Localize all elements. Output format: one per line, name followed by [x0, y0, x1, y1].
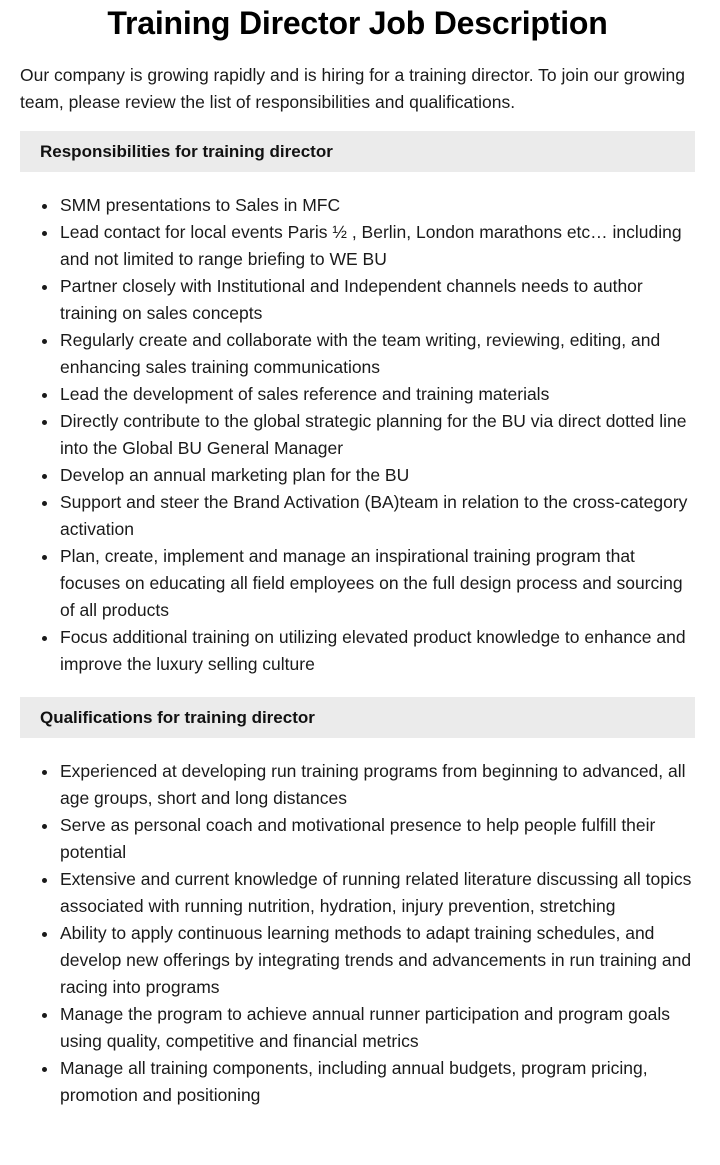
list-item: Ability to apply continuous learning methods to adapt training schedules, and develop new offerings by integrating trends and advancements in run training and racing into programs: [60, 920, 695, 1001]
list-item: Serve as personal coach and motivational presence to help people fulfill their potential: [60, 812, 695, 866]
list-item: Partner closely with Institutional and Independent channels needs to author training on sales concepts: [60, 273, 695, 327]
responsibilities-list: [20, 192, 695, 678]
list-item: Manage the program to achieve annual runner participation and program goals using quality, competitive and financial metrics: [60, 1001, 695, 1055]
list-item: Plan, create, implement and manage an inspirational training program that focuses on educating all field employees on the full design process and sourcing of all products: [60, 543, 695, 624]
list-item: Extensive and current knowledge of running related literature discussing all topics associated with running nutrition, hydration, injury prevention, stretching: [60, 866, 695, 920]
list-item: Manage all training components, including annual budgets, program pricing, promotion and positioning: [60, 1055, 695, 1109]
list-item: Directly contribute to the global strategic planning for the BU via direct dotted line into the Global BU General Manager: [60, 408, 695, 462]
responsibilities-heading: Responsibilities for training director: [20, 131, 695, 172]
list-item: Regularly create and collaborate with the team writing, reviewing, editing, and enhancing sales training communications: [60, 327, 695, 381]
list-item: Support and steer the Brand Activation (BA)team in relation to the cross-category activation: [60, 489, 695, 543]
list-item: Develop an annual marketing plan for the BU: [60, 462, 695, 489]
qualifications-list: [20, 758, 695, 1109]
list-item: Lead the development of sales reference and training materials: [60, 381, 695, 408]
list-item: Experienced at developing run training programs from beginning to advanced, all age groups, short and long distances: [60, 758, 695, 812]
list-item: SMM presentations to Sales in MFC: [60, 192, 695, 219]
list-item: Focus additional training on utilizing elevated product knowledge to enhance and improve the luxury selling culture: [60, 624, 695, 678]
qualifications-heading: Qualifications for training director: [20, 697, 695, 738]
intro-paragraph: Our company is growing rapidly and is hiring for a training director. To join our growing team, please review the list of responsibilities and qualifications.: [20, 65, 686, 112]
page-title: Training Director Job Description: [107, 5, 608, 41]
list-item: Lead contact for local events Paris ½ , Berlin, London marathons etc… including and not limited to range briefing to WE BU: [60, 219, 695, 273]
